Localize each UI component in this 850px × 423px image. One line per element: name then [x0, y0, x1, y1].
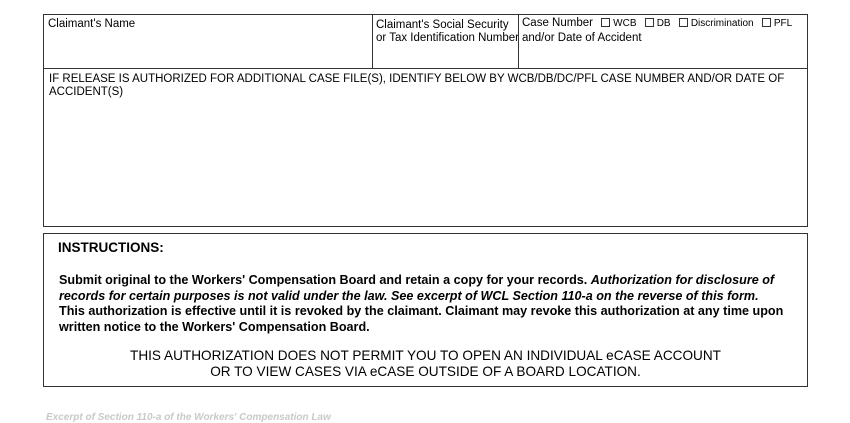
- additional-case-files-label: IF RELEASE IS AUTHORIZED FOR ADDITIONAL CASE FILE(S), IDENTIFY BELOW BY WCB/DB/DC/PFL CASE NUMBER AND/OR DATE OF ACCIDENT(S): [49, 73, 785, 98]
- instructions-p1-a: Submit original to the Workers' Compensation Board and retain a copy for your records.: [59, 273, 591, 287]
- pfl-option: PFL: [773, 18, 793, 29]
- instructions-p1-b: Authorization for disclosure of records for certain purposes is not valid under the law. See excerpt of WCL Section 110-a on the reverse of this form.: [59, 273, 775, 303]
- ssn-label-line1: Claimant's Social Security: [376, 19, 509, 31]
- wcb-option: WCB: [613, 18, 637, 29]
- ecase-notice-line1: THIS AUTHORIZATION DOES NOT PERMIT YOU TO OPEN AN INDIVIDUAL eCASE ACCOUNT: [130, 348, 721, 363]
- wcb-checkbox[interactable]: [601, 18, 610, 27]
- ecase-notice-line2: OR TO VIEW CASES VIA eCASE OUTSIDE OF A BOARD LOCATION.: [210, 364, 641, 379]
- case-number-label: Case Number: [522, 17, 593, 29]
- footer-excerpt-heading: Excerpt of Section 110-a of the Workers' Compensation Law: [46, 412, 331, 423]
- db-option: DB: [656, 18, 671, 29]
- claimant-name-label: Claimant's Name: [48, 18, 136, 30]
- ssn-label-line2: or Tax Identification Number: [376, 32, 519, 44]
- instructions-p1-c: This authorization is effective until it is revoked by the claimant. Claimant may revoke this authorization at any time upon written notice to the Workers' Compensation Board.: [59, 304, 784, 334]
- pfl-checkbox[interactable]: [762, 18, 771, 27]
- discrimination-option: Discrimination: [690, 18, 754, 29]
- instructions-heading: INSTRUCTIONS:: [58, 240, 164, 255]
- case-date-label: and/or Date of Accident: [522, 32, 642, 44]
- instructions-paragraph: [59, 273, 787, 335]
- discrimination-checkbox[interactable]: [679, 18, 688, 27]
- case-number-line: [522, 17, 792, 29]
- db-checkbox[interactable]: [645, 18, 654, 27]
